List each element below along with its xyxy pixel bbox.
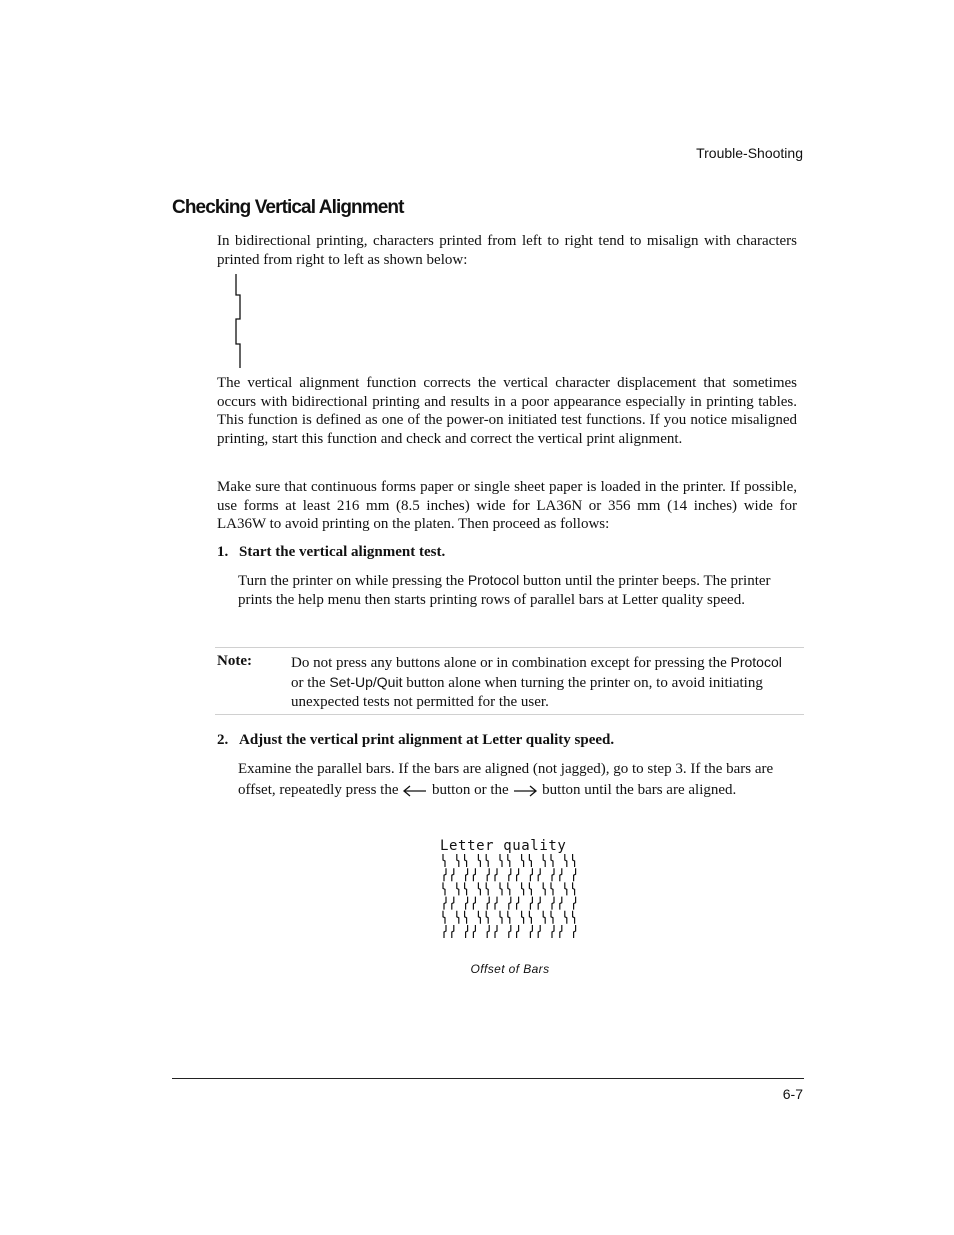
alignment-bar	[517, 897, 519, 910]
step-1-text-a: Turn the printer on while pressing the	[238, 573, 468, 589]
alignment-bar	[574, 925, 576, 938]
alignment-bar	[560, 897, 562, 910]
alignment-bar	[517, 925, 519, 938]
alignment-bar	[530, 868, 532, 881]
alignment-bar	[473, 897, 475, 910]
offset-bars-figure	[438, 852, 584, 940]
left-arrow-icon	[402, 785, 428, 797]
alignment-bar	[466, 925, 468, 938]
alignment-bar	[486, 882, 488, 895]
note-protocol-button: Protocol	[730, 654, 782, 670]
alignment-bar	[560, 868, 562, 881]
figure-label: Letter quality	[440, 838, 567, 854]
alignment-bar	[543, 882, 545, 895]
step-2-title: Adjust the vertical print alignment at Letter quality speed.	[239, 732, 615, 748]
section-title: Checking Vertical Alignment	[172, 197, 404, 218]
page-number: 6-7	[782, 1086, 803, 1102]
alignment-bar	[465, 854, 467, 867]
alignment-bar	[452, 868, 454, 881]
alignment-bar	[465, 911, 467, 924]
alignment-bar	[509, 897, 511, 910]
alignment-bar	[452, 897, 454, 910]
alignment-bar	[552, 925, 554, 938]
alignment-bar	[538, 897, 540, 910]
alignment-bar	[565, 882, 567, 895]
alignment-bar	[560, 925, 562, 938]
alignment-bar	[473, 925, 475, 938]
alignment-bar	[473, 868, 475, 881]
step-1-body	[238, 571, 798, 609]
alignment-bar	[508, 911, 510, 924]
alignment-bar	[522, 882, 524, 895]
alignment-bar	[529, 911, 531, 924]
step-2-text-c: button until the bars are aligned.	[538, 782, 737, 798]
note-label: Note:	[217, 653, 252, 669]
step-2-body	[238, 759, 798, 801]
alignment-bar	[487, 897, 489, 910]
alignment-bar	[457, 854, 459, 867]
running-header: Trouble-Shooting	[696, 145, 803, 161]
step-1-number: 1.	[217, 544, 229, 560]
note-setup-quit-button: Set-Up/Quit	[329, 674, 403, 690]
alignment-bar	[543, 911, 545, 924]
alignment-bar	[565, 911, 567, 924]
alignment-bar	[509, 868, 511, 881]
alignment-bar	[495, 897, 497, 910]
alignment-bar	[522, 911, 524, 924]
alignment-bar	[508, 854, 510, 867]
step-2-heading	[217, 732, 614, 749]
alignment-bar	[517, 868, 519, 881]
alignment-bar	[538, 925, 540, 938]
alignment-bar	[443, 854, 445, 867]
alignment-bar	[500, 882, 502, 895]
alignment-bar	[495, 868, 497, 881]
alignment-function-paragraph: The vertical alignment function corrects the vertical character displacement that sometimes occurs with bidirectional printing and results in a poor appearance especially in printing tables. This function is defined as one of the power-on initiated test functions. If you notice misaligned printing, start this function and check and correct the vertical print alignment.	[217, 375, 797, 448]
alignment-bar	[487, 868, 489, 881]
alignment-bar	[530, 897, 532, 910]
note-top-rule	[215, 647, 804, 648]
alignment-bar	[551, 882, 553, 895]
alignment-bar	[508, 882, 510, 895]
alignment-bar	[529, 854, 531, 867]
note-text-a: Do not press any buttons alone or in combination except for pressing the	[291, 655, 731, 671]
note-text-b: or the	[291, 675, 330, 691]
alignment-bar	[551, 911, 553, 924]
alignment-bar	[486, 854, 488, 867]
step-2-number: 2.	[217, 732, 229, 748]
alignment-bar	[478, 882, 480, 895]
step-1-title: Start the vertical alignment test.	[239, 544, 446, 560]
alignment-bar	[486, 911, 488, 924]
alignment-bar	[529, 882, 531, 895]
alignment-bar	[522, 854, 524, 867]
alignment-bar	[573, 854, 575, 867]
alignment-bar	[444, 925, 446, 938]
alignment-bar	[574, 897, 576, 910]
alignment-bar	[465, 882, 467, 895]
alignment-bar	[452, 925, 454, 938]
alignment-bar	[495, 925, 497, 938]
alignment-bar	[565, 854, 567, 867]
alignment-bar	[551, 854, 553, 867]
alignment-bar	[466, 868, 468, 881]
intro-paragraph: In bidirectional printing, characters printed from left to right tend to misalign with characters printed from right to left as shown below:	[217, 233, 797, 268]
alignment-bar	[478, 911, 480, 924]
right-arrow-icon	[512, 785, 538, 797]
alignment-bar	[500, 911, 502, 924]
paper-loading-paragraph: Make sure that continuous forms paper or single sheet paper is loaded in the printer. If possible, use forms at least 216 mm (8.5 inches) wide for LA36N or 356 mm (14 inches) wide for LA36W to avoid printing on the platen. Then proceed as follows:	[217, 479, 797, 533]
alignment-bar	[443, 882, 445, 895]
alignment-bar	[487, 925, 489, 938]
note-bottom-rule	[215, 714, 804, 715]
alignment-bar	[466, 897, 468, 910]
alignment-bar	[552, 897, 554, 910]
alignment-bar	[478, 854, 480, 867]
alignment-bar	[509, 925, 511, 938]
alignment-bar	[444, 868, 446, 881]
step-1-heading	[217, 544, 445, 561]
alignment-bar	[538, 868, 540, 881]
figure-caption: Offset of Bars	[470, 962, 550, 976]
alignment-bar	[573, 911, 575, 924]
alignment-bar	[444, 897, 446, 910]
note-text-c: button alone when turning the printer on, to avoid initiating unexpected tests not permitted for the user.	[291, 675, 763, 710]
alignment-bar	[530, 925, 532, 938]
alignment-bar	[574, 868, 576, 881]
footer-rule	[172, 1078, 804, 1079]
alignment-bar	[573, 882, 575, 895]
note-text	[291, 653, 796, 712]
misalignment-illustration	[228, 272, 248, 370]
alignment-bar	[500, 854, 502, 867]
alignment-bar	[552, 868, 554, 881]
alignment-bar	[457, 882, 459, 895]
step-2-text-a: Examine the parallel bars. If the bars are aligned (not jagged), go to step 3. If the bars are offset, repeatedly press the	[238, 761, 774, 798]
alignment-bar	[457, 911, 459, 924]
protocol-button-label: Protocol	[467, 572, 520, 588]
alignment-bar	[543, 854, 545, 867]
step-2-text-b: button or the	[428, 782, 513, 798]
alignment-bar	[443, 911, 445, 924]
step-1-text-b: button until the printer beeps. The printer prints the help menu then starts printing rows of parallel bars at Letter quality speed.	[238, 573, 771, 608]
